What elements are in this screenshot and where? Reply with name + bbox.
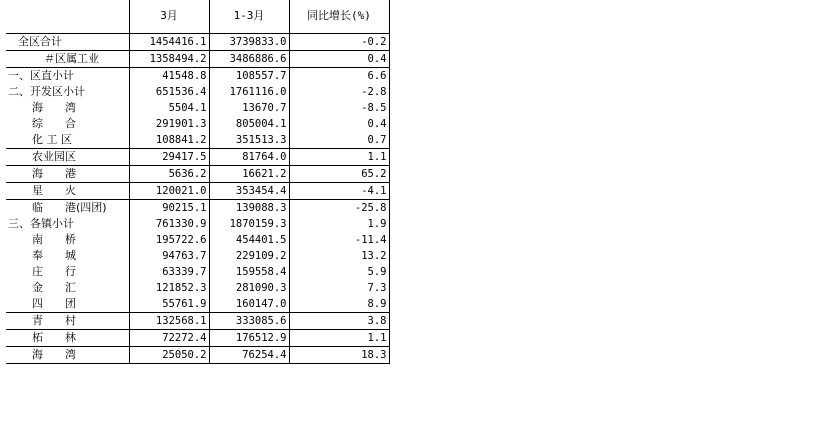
row-march-value: 1358494.2 bbox=[129, 50, 209, 67]
row-label: 一、区直小计 bbox=[6, 67, 129, 84]
row-march-value: 1454416.1 bbox=[129, 33, 209, 50]
row-growth-value: 7.3 bbox=[289, 280, 389, 296]
row-march-value: 5504.1 bbox=[129, 100, 209, 116]
row-growth-value: -2.8 bbox=[289, 84, 389, 100]
row-growth-value: -8.5 bbox=[289, 100, 389, 116]
row-jan-mar-value: 805004.1 bbox=[209, 116, 289, 132]
row-march-value: 29417.5 bbox=[129, 148, 209, 165]
table-row bbox=[6, 100, 389, 116]
table-row bbox=[6, 264, 389, 280]
row-jan-mar-value: 454401.5 bbox=[209, 232, 289, 248]
row-march-value: 5636.2 bbox=[129, 165, 209, 182]
row-march-value: 90215.1 bbox=[129, 199, 209, 216]
row-label: 综 合 bbox=[6, 116, 129, 132]
row-march-value: 63339.7 bbox=[129, 264, 209, 280]
row-growth-value: 1.9 bbox=[289, 216, 389, 232]
row-growth-value: 1.1 bbox=[289, 329, 389, 346]
row-jan-mar-value: 160147.0 bbox=[209, 296, 289, 313]
row-label: 海 湾 bbox=[6, 100, 129, 116]
row-jan-mar-value: 333085.6 bbox=[209, 312, 289, 329]
row-march-value: 761330.9 bbox=[129, 216, 209, 232]
table-row bbox=[6, 232, 389, 248]
row-label: 化 工 区 bbox=[6, 132, 129, 149]
table-row bbox=[6, 116, 389, 132]
row-label: 二、开发区小计 bbox=[6, 84, 129, 100]
row-label: 全区合计 bbox=[6, 33, 129, 50]
row-jan-mar-value: 281090.3 bbox=[209, 280, 289, 296]
row-label: 柘 林 bbox=[6, 329, 129, 346]
row-jan-mar-value: 3486886.6 bbox=[209, 50, 289, 67]
table-row bbox=[6, 132, 389, 149]
row-jan-mar-value: 3739833.0 bbox=[209, 33, 289, 50]
row-march-value: 108841.2 bbox=[129, 132, 209, 149]
header-yoy-growth: 同比增长(%) bbox=[289, 0, 389, 33]
row-label: 星 火 bbox=[6, 182, 129, 199]
row-march-value: 651536.4 bbox=[129, 84, 209, 100]
row-growth-value: -4.1 bbox=[289, 182, 389, 199]
table-row bbox=[6, 216, 389, 232]
table-row bbox=[6, 199, 389, 216]
table-row bbox=[6, 84, 389, 100]
row-jan-mar-value: 159558.4 bbox=[209, 264, 289, 280]
table-header-row bbox=[6, 0, 389, 33]
row-jan-mar-value: 353454.4 bbox=[209, 182, 289, 199]
table-row bbox=[6, 182, 389, 199]
row-jan-mar-value: 76254.4 bbox=[209, 346, 289, 363]
row-growth-value: 0.4 bbox=[289, 50, 389, 67]
row-label: ＃区属工业 bbox=[6, 50, 129, 67]
row-march-value: 120021.0 bbox=[129, 182, 209, 199]
row-march-value: 55761.9 bbox=[129, 296, 209, 313]
row-label: 三、各镇小计 bbox=[6, 216, 129, 232]
row-jan-mar-value: 81764.0 bbox=[209, 148, 289, 165]
row-jan-mar-value: 1870159.3 bbox=[209, 216, 289, 232]
row-jan-mar-value: 13670.7 bbox=[209, 100, 289, 116]
row-jan-mar-value: 139088.3 bbox=[209, 199, 289, 216]
row-label: 农业园区 bbox=[6, 148, 129, 165]
table-row bbox=[6, 148, 389, 165]
row-jan-mar-value: 229109.2 bbox=[209, 248, 289, 264]
row-label: 海 港 bbox=[6, 165, 129, 182]
row-label: 奉 城 bbox=[6, 248, 129, 264]
row-march-value: 132568.1 bbox=[129, 312, 209, 329]
row-march-value: 195722.6 bbox=[129, 232, 209, 248]
row-growth-value: 13.2 bbox=[289, 248, 389, 264]
row-growth-value: 6.6 bbox=[289, 67, 389, 84]
row-march-value: 94763.7 bbox=[129, 248, 209, 264]
row-label: 青 村 bbox=[6, 312, 129, 329]
row-growth-value: 8.9 bbox=[289, 296, 389, 313]
row-growth-value: 3.8 bbox=[289, 312, 389, 329]
table-row bbox=[6, 312, 389, 329]
table-row bbox=[6, 165, 389, 182]
table-row bbox=[6, 346, 389, 363]
row-jan-mar-value: 108557.7 bbox=[209, 67, 289, 84]
row-jan-mar-value: 1761116.0 bbox=[209, 84, 289, 100]
row-label: 庄 行 bbox=[6, 264, 129, 280]
row-march-value: 72272.4 bbox=[129, 329, 209, 346]
row-growth-value: -25.8 bbox=[289, 199, 389, 216]
table-row bbox=[6, 50, 389, 67]
row-growth-value: -0.2 bbox=[289, 33, 389, 50]
row-jan-mar-value: 351513.3 bbox=[209, 132, 289, 149]
row-label: 金 汇 bbox=[6, 280, 129, 296]
table-row bbox=[6, 329, 389, 346]
header-blank-cell bbox=[6, 0, 129, 33]
row-jan-mar-value: 176512.9 bbox=[209, 329, 289, 346]
row-growth-value: 65.2 bbox=[289, 165, 389, 182]
table-row bbox=[6, 33, 389, 50]
header-jan-mar: 1-3月 bbox=[209, 0, 289, 33]
header-march: 3月 bbox=[129, 0, 209, 33]
table-row bbox=[6, 248, 389, 264]
table-row bbox=[6, 280, 389, 296]
table-row bbox=[6, 67, 389, 84]
row-march-value: 41548.8 bbox=[129, 67, 209, 84]
row-label: 南 桥 bbox=[6, 232, 129, 248]
row-growth-value: 0.7 bbox=[289, 132, 389, 149]
row-label: 临 港(四团) bbox=[6, 199, 129, 216]
row-label: 四 团 bbox=[6, 296, 129, 313]
row-march-value: 121852.3 bbox=[129, 280, 209, 296]
row-growth-value: 18.3 bbox=[289, 346, 389, 363]
row-march-value: 291901.3 bbox=[129, 116, 209, 132]
row-jan-mar-value: 16621.2 bbox=[209, 165, 289, 182]
row-march-value: 25050.2 bbox=[129, 346, 209, 363]
statistics-table bbox=[6, 0, 390, 364]
row-growth-value: 0.4 bbox=[289, 116, 389, 132]
row-growth-value: 5.9 bbox=[289, 264, 389, 280]
row-growth-value: -11.4 bbox=[289, 232, 389, 248]
row-growth-value: 1.1 bbox=[289, 148, 389, 165]
row-label: 海 湾 bbox=[6, 346, 129, 363]
table-row bbox=[6, 296, 389, 313]
